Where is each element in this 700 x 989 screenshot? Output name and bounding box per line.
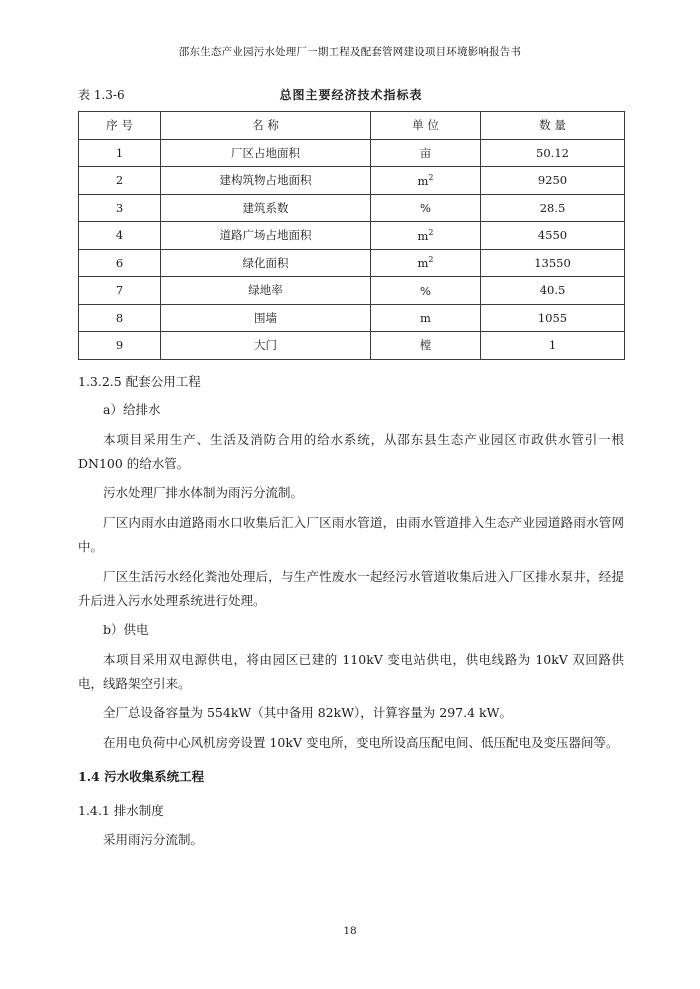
cell-qty: 1055 <box>481 304 625 332</box>
column-header-qty: 数 量 <box>481 112 625 140</box>
table-caption-number: 表 1.3-6 <box>78 88 125 102</box>
cell-no: 8 <box>79 304 161 332</box>
heading-1-4-1: 1.4.1 排水制度 <box>78 802 164 818</box>
running-header: 邵东生态产业园污水处理厂一期工程及配套管网建设项目环境影响报告书 <box>178 46 522 58</box>
cell-unit-text: m <box>417 256 429 271</box>
table-row <box>79 249 625 277</box>
paragraph-power-supply: 本项目采用双电源供电，将由园区已建的 110kV 变电站供电，供电线路为 10kV 双回路供电，线路架空引来。 <box>78 651 624 691</box>
cell-qty: 9250 <box>481 167 625 195</box>
cell-name: 建构筑物占地面积 <box>161 167 371 195</box>
cell-qty: 4550 <box>481 222 625 250</box>
cell-name: 道路广场占地面积 <box>161 222 371 250</box>
paragraph-rainwater: 厂区内雨水由道路雨水口收集后汇入厂区雨水管道，由雨水管道排入生态产业园道路雨水管网中。 <box>78 514 624 555</box>
cell-unit-sup: 2 <box>428 255 434 265</box>
table-row <box>79 139 625 167</box>
cell-unit-text: m <box>417 173 429 188</box>
table-caption <box>78 86 624 103</box>
cell-qty: 13550 <box>481 249 625 277</box>
cell-name: 绿化面积 <box>161 249 371 277</box>
cell-qty: 40.5 <box>481 277 625 305</box>
table-row <box>79 332 625 360</box>
cell-no: 3 <box>79 194 161 222</box>
cell-name: 大门 <box>161 332 371 360</box>
cell-no: 2 <box>79 167 161 195</box>
column-header-unit: 单 位 <box>371 112 481 140</box>
cell-unit-text: 亩 <box>419 145 432 160</box>
cell-unit <box>371 194 481 222</box>
cell-unit <box>371 249 481 277</box>
cell-no: 7 <box>79 277 161 305</box>
cell-name: 围墙 <box>161 304 371 332</box>
table-row <box>79 222 625 250</box>
cell-no: 6 <box>79 249 161 277</box>
cell-unit <box>371 167 481 195</box>
paragraph-sewage: 厂区生活污水经化粪池处理后，与生产性废水一起经污水管道收集后进入厂区排水泵井，经提升后进入污水处理系统进行处理。 <box>78 568 624 608</box>
economic-indicators-table <box>78 111 625 360</box>
paragraph-water-supply: 本项目采用生产、生活及消防合用的给水系统，从邵东县生态产业园区市政供水管引一根 DN100 的给水管。 <box>78 431 624 471</box>
paragraph-drainage-mode: 采用雨污分流制。 <box>103 831 204 847</box>
paragraph-drainage-system: 污水处理厂排水体制为雨污分流制。 <box>103 485 304 501</box>
cell-unit <box>371 222 481 250</box>
cell-no: 1 <box>79 139 161 167</box>
cell-unit <box>371 277 481 305</box>
cell-no: 4 <box>79 222 161 250</box>
cell-name: 建筑系数 <box>161 194 371 222</box>
cell-unit-text: m <box>420 311 431 326</box>
cell-unit-text: m <box>417 228 429 243</box>
column-header-name: 名 称 <box>161 112 371 140</box>
table-row <box>79 304 625 332</box>
cell-qty: 1 <box>481 332 625 360</box>
cell-unit <box>371 139 481 167</box>
cell-unit-text: 樘 <box>419 338 432 353</box>
table-row <box>79 167 625 195</box>
cell-unit-text: % <box>420 201 431 216</box>
cell-name: 绿地率 <box>161 277 371 305</box>
column-header-no: 序 号 <box>79 112 161 140</box>
heading-1-4: 1.4 污水收集系统工程 <box>78 769 205 785</box>
cell-unit <box>371 304 481 332</box>
subheading-b-power-supply: b）供电 <box>103 622 149 638</box>
table-row <box>79 194 625 222</box>
heading-1-3-2-5: 1.3.2.5 配套公用工程 <box>78 373 201 389</box>
page-content <box>78 86 624 852</box>
cell-no: 9 <box>79 332 161 360</box>
cell-name: 厂区占地面积 <box>161 139 371 167</box>
page-number: 18 <box>343 925 357 937</box>
cell-unit <box>371 332 481 360</box>
cell-unit-text: % <box>420 283 431 298</box>
table-row <box>79 277 625 305</box>
table-caption-title: 总图主要经济技术指标表 <box>279 88 423 102</box>
cell-unit-sup: 2 <box>428 227 434 237</box>
table-header-row <box>79 112 625 140</box>
paragraph-substation: 在用电负荷中心风机房旁设置 10kV 变电所，变电所设高压配电间、低压配电及变压器间等。 <box>103 734 619 750</box>
body-text <box>78 370 624 853</box>
cell-qty: 28.5 <box>481 194 625 222</box>
table-body <box>79 139 625 359</box>
cell-qty: 50.12 <box>481 139 625 167</box>
cell-unit-sup: 2 <box>428 172 434 182</box>
paragraph-capacity: 全厂总设备容量为 554kW（其中备用 82kW），计算容量为 297.4 kW。 <box>103 705 512 721</box>
subheading-a-water-supply: a）给排水 <box>103 402 161 418</box>
